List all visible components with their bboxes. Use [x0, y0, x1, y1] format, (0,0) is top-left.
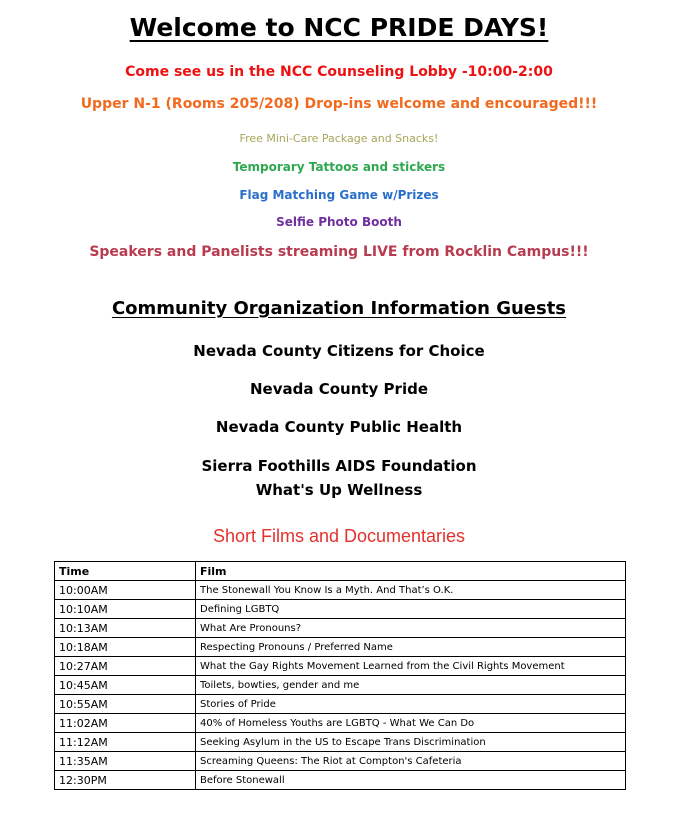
table-row — [55, 638, 626, 657]
film-title-cell: Seeking Asylum in the US to Escape Trans Discrimination — [196, 733, 626, 752]
speakers-line: Speakers and Panelists streaming LIVE from Rocklin Campus!!! — [89, 244, 589, 260]
film-time-cell: 12:30PM — [55, 771, 196, 790]
film-time-cell: 11:02AM — [55, 714, 196, 733]
film-time-cell: 10:00AM — [55, 581, 196, 600]
film-title-cell: Defining LGBTQ — [196, 600, 626, 619]
page-title: Welcome to NCC PRIDE DAYS! — [129, 13, 549, 42]
film-time-cell: 11:35AM — [55, 752, 196, 771]
film-time-cell: 10:27AM — [55, 657, 196, 676]
table-row — [55, 676, 626, 695]
guest-org: Nevada County Citizens for Choice — [193, 342, 485, 360]
table-row — [55, 714, 626, 733]
table-row — [55, 581, 626, 600]
film-title-cell: Screaming Queens: The Riot at Compton's Cafeteria — [196, 752, 626, 771]
film-title-cell: What Are Pronouns? — [196, 619, 626, 638]
film-title-cell: The Stonewall You Know Is a Myth. And That’s O.K. — [196, 581, 626, 600]
table-row — [55, 619, 626, 638]
film-title-cell: Before Stonewall — [196, 771, 626, 790]
table-row — [55, 695, 626, 714]
film-title-cell: Toilets, bowties, gender and me — [196, 676, 626, 695]
film-time-cell: 10:45AM — [55, 676, 196, 695]
film-schedule-table — [54, 561, 626, 790]
film-time-cell: 11:12AM — [55, 733, 196, 752]
guest-org: Nevada County Public Health — [215, 418, 463, 436]
flag-game-line: Flag Matching Game w/Prizes — [239, 188, 439, 202]
guest-org: What's Up Wellness — [255, 481, 423, 499]
film-title-cell: Stories of Pride — [196, 695, 626, 714]
film-time-cell: 10:18AM — [55, 638, 196, 657]
films-heading: Short Films and Documentaries — [212, 526, 466, 546]
table-row — [55, 600, 626, 619]
location-line: Come see us in the NCC Counseling Lobby -10:00-2:00 — [125, 64, 553, 80]
film-time-cell: 10:10AM — [55, 600, 196, 619]
rooms-line: Upper N-1 (Rooms 205/208) Drop-ins welcome and encouraged!!! — [80, 96, 598, 112]
tattoos-line: Temporary Tattoos and stickers — [232, 160, 446, 174]
table-row — [55, 657, 626, 676]
table-header-row — [55, 562, 626, 581]
table-row — [55, 771, 626, 790]
time-column-header: Time — [55, 562, 196, 581]
film-time-cell: 10:13AM — [55, 619, 196, 638]
film-column-header: Film — [196, 562, 626, 581]
film-title-cell: Respecting Pronouns / Preferred Name — [196, 638, 626, 657]
film-title-cell: 40% of Homeless Youths are LGBTQ - What We Can Do — [196, 714, 626, 733]
care-package-line: Free Mini-Care Package and Snacks! — [239, 132, 439, 145]
guest-org: Nevada County Pride — [250, 380, 428, 398]
guests-heading: Community Organization Information Guests — [111, 298, 567, 319]
film-time-cell: 10:55AM — [55, 695, 196, 714]
table-row — [55, 733, 626, 752]
photo-booth-line: Selfie Photo Booth — [276, 215, 402, 229]
guest-org: Sierra Foothills AIDS Foundation — [201, 457, 477, 475]
film-title-cell: What the Gay Rights Movement Learned from the Civil Rights Movement — [196, 657, 626, 676]
table-row — [55, 752, 626, 771]
